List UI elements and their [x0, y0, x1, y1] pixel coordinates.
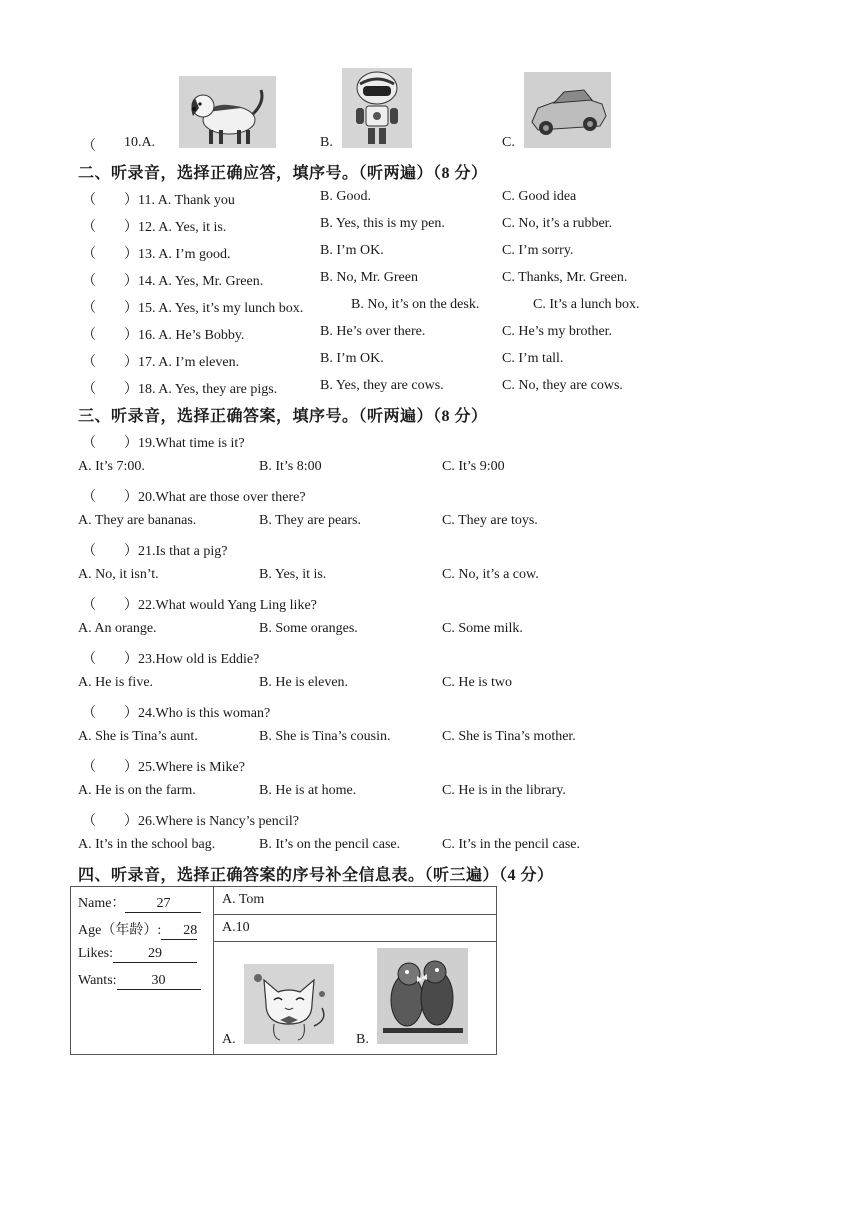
option-a: ）17. A. I’m eleven. — [124, 355, 240, 370]
question-text: ）24.Who is this woman? — [124, 706, 271, 721]
option-a: A. She is Tina’s aunt. — [78, 729, 198, 744]
option-b: B. He is at home. — [259, 783, 357, 798]
option-b: B. No, it’s on the desk. — [351, 297, 480, 312]
question-text: ）21.Is that a pig? — [124, 544, 228, 559]
option-tom: A. Tom — [222, 892, 265, 907]
age-label: Age（年龄）: — [78, 923, 162, 938]
likes-label: Likes: — [78, 946, 113, 961]
option-a: A. He is on the farm. — [78, 783, 196, 798]
option-b: B. It’s on the pencil case. — [259, 837, 401, 852]
option-b: B. She is Tina’s cousin. — [259, 729, 391, 744]
picture-b-label: B. — [356, 1032, 369, 1047]
option-a: ）11. A. Thank you — [124, 193, 235, 208]
answer-paren-open: （ — [82, 814, 96, 829]
option-a: ）15. A. Yes, it’s my lunch box. — [124, 301, 304, 316]
option-c: C. He’s my brother. — [502, 324, 613, 339]
answer-paren-open: （ — [82, 652, 96, 667]
option-c: C. No, it’s a cow. — [442, 567, 539, 582]
picture-options-cell — [214, 942, 497, 1055]
car-picture — [524, 72, 611, 148]
question-text: ）26.Where is Nancy’s pencil? — [124, 814, 299, 829]
option-c: C. Thanks, Mr. Green. — [502, 270, 628, 285]
option-c: C. It’s 9:00 — [442, 459, 505, 474]
option-a: ）16. A. He’s Bobby. — [124, 328, 245, 343]
option-a: A. He is five. — [78, 675, 154, 690]
picture-a-label: A. — [222, 1032, 236, 1047]
name-blank[interactable]: 27 — [125, 896, 201, 913]
answer-paren-open: （ — [82, 355, 96, 370]
question-text: ）23.How old is Eddie? — [124, 652, 260, 667]
option-c: C. He is two — [442, 675, 512, 690]
option-c: C. Good idea — [502, 189, 577, 204]
wants-blank[interactable]: 30 — [117, 973, 201, 990]
answer-paren-open: （ — [82, 220, 96, 235]
option-b: B. Some oranges. — [259, 621, 358, 636]
option-c: C. They are toys. — [442, 513, 538, 528]
option-b: B. I’m OK. — [320, 351, 384, 366]
option-c: C. It’s in the pencil case. — [442, 837, 581, 852]
info-table — [70, 886, 497, 1055]
option-b: B. They are pears. — [259, 513, 361, 528]
option-c: C. Some milk. — [442, 621, 523, 636]
option-b: B. Yes, this is my pen. — [320, 216, 445, 231]
option-b: B. He is eleven. — [259, 675, 349, 690]
option-b: B. Yes, they are cows. — [320, 378, 444, 393]
option-age: A.10 — [222, 920, 250, 935]
option-a: ）12. A. Yes, it is. — [124, 220, 227, 235]
dog-picture — [179, 76, 276, 148]
info-fields-cell — [71, 887, 214, 1055]
answer-paren-open: （ — [82, 706, 96, 721]
option-c-label: C. — [502, 135, 515, 150]
question-text: ）19.What time is it? — [124, 436, 245, 451]
option-b-label: B. — [320, 135, 333, 150]
name-label: Name： — [78, 896, 126, 911]
option-a: A. It’s in the school bag. — [78, 837, 216, 852]
option-b: B. No, Mr. Green — [320, 270, 418, 285]
answer-paren-open: （ — [82, 193, 96, 208]
question-text: ）25.Where is Mike? — [124, 760, 245, 775]
question-number: 10.A. — [124, 135, 156, 150]
option-b: B. I’m OK. — [320, 243, 384, 258]
option-b: B. He’s over there. — [320, 324, 426, 339]
option-c: C. I’m tall. — [502, 351, 564, 366]
answer-paren-open: （ — [82, 436, 96, 451]
name-field — [78, 892, 201, 913]
option-b: B. Yes, it is. — [259, 567, 327, 582]
answer-paren-open: （ — [82, 760, 96, 775]
parrots-picture — [377, 948, 468, 1044]
likes-blank[interactable]: 29 — [113, 946, 197, 963]
option-c: C. It’s a lunch box. — [533, 297, 640, 312]
option-c: C. I’m sorry. — [502, 243, 574, 258]
answer-paren-open: （ — [82, 139, 96, 154]
option-c: C. No, it’s a rubber. — [502, 216, 613, 231]
question-text: ）22.What would Yang Ling like? — [124, 598, 317, 613]
section-3-heading: 三、听录音，选择正确答案，填序号。（听两遍）（8 分） — [78, 408, 488, 425]
age-field — [78, 919, 197, 940]
answer-paren-open: （ — [82, 598, 96, 613]
answer-paren-open: （ — [82, 544, 96, 559]
option-c: C. He is in the library. — [442, 783, 566, 798]
option-a: A. No, it isn’t. — [78, 567, 159, 582]
cat-picture — [244, 964, 334, 1044]
option-age-cell — [214, 915, 497, 942]
option-b: B. It’s 8:00 — [259, 459, 322, 474]
option-a: A. They are bananas. — [78, 513, 197, 528]
wants-label: Wants: — [78, 973, 117, 988]
option-b: B. Good. — [320, 189, 371, 204]
section-4-heading: 四、听录音，选择正确答案的序号补全信息表。（听三遍）（4 分） — [78, 867, 554, 884]
option-c: C. She is Tina’s mother. — [442, 729, 576, 744]
answer-paren-open: （ — [82, 490, 96, 505]
answer-paren-open: （ — [82, 301, 96, 316]
answer-paren-open: （ — [82, 382, 96, 397]
option-a: ）18. A. Yes, they are pigs. — [124, 382, 278, 397]
age-blank[interactable]: 28 — [161, 923, 197, 940]
option-name-cell — [214, 887, 497, 915]
answer-paren-open: （ — [82, 328, 96, 343]
wants-field — [78, 973, 201, 990]
answer-paren-open: （ — [82, 274, 96, 289]
robot-picture — [342, 68, 412, 148]
likes-field — [78, 946, 197, 963]
section-2-heading: 二、听录音，选择正确应答，填序号。（听两遍）（8 分） — [78, 165, 488, 182]
answer-paren-open: （ — [82, 247, 96, 262]
option-a: ）14. A. Yes, Mr. Green. — [124, 274, 264, 289]
question-text: ）20.What are those over there? — [124, 490, 306, 505]
option-c: C. No, they are cows. — [502, 378, 623, 393]
option-a: A. An orange. — [78, 621, 157, 636]
option-a: A. It’s 7:00. — [78, 459, 145, 474]
option-a: ）13. A. I’m good. — [124, 247, 231, 262]
